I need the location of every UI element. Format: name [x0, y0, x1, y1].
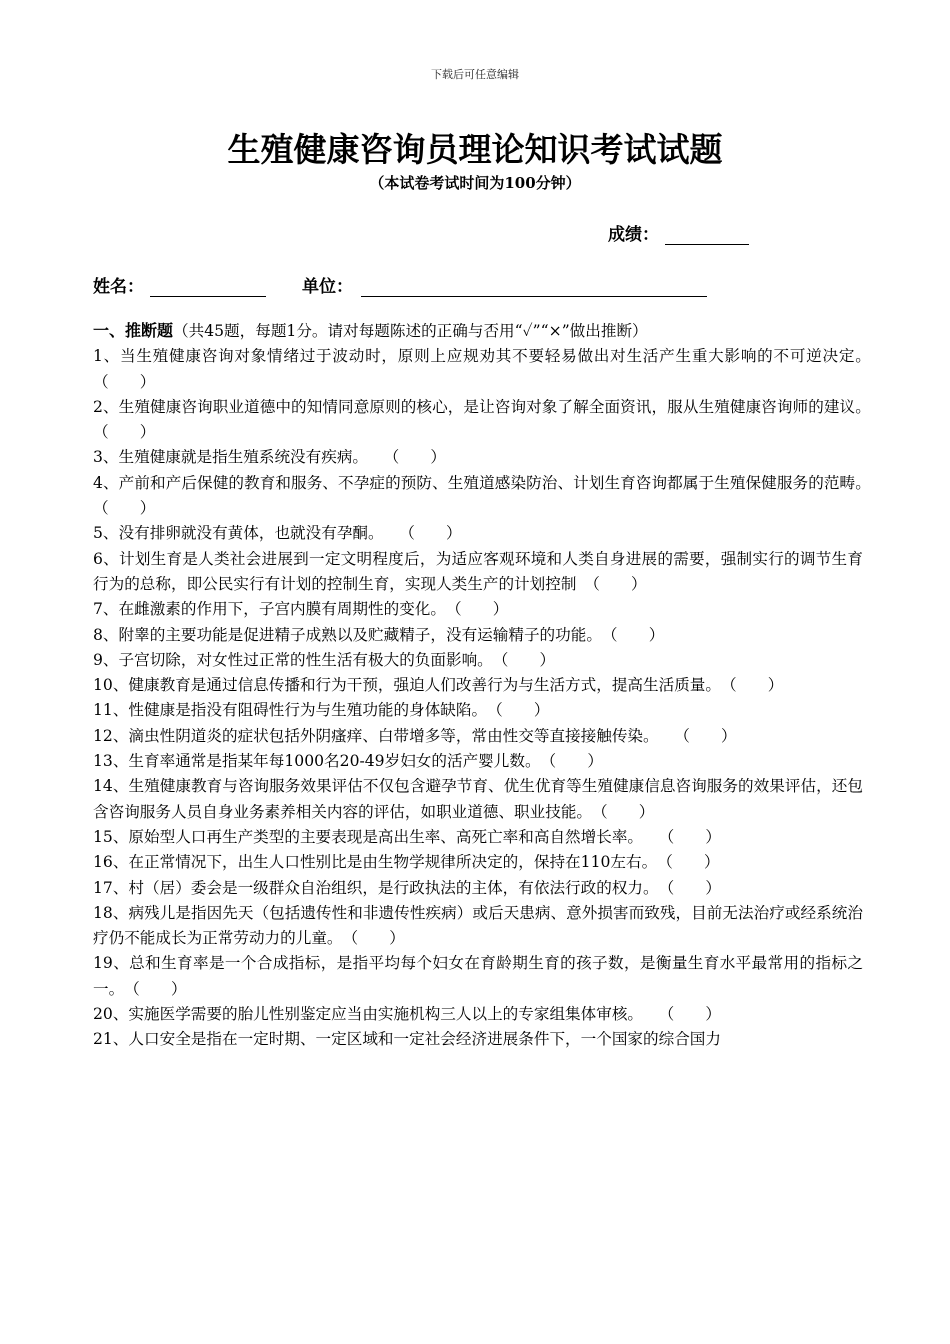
name-label: 姓名： [93, 277, 144, 297]
section-heading-line [93, 318, 863, 344]
question-item: 8、附睾的主要功能是促进精子成熟以及贮藏精子，没有运输精子的功能。 （ ） [93, 625, 665, 644]
question-item: 19、总和生育率是一个合成指标，是指平均每个妇女在育龄期生育的孩子数，是衡量生育水平最常用的指标之一。 （ ） [93, 954, 863, 998]
name-blank[interactable] [150, 278, 266, 297]
score-blank[interactable] [665, 226, 749, 245]
section-instructions: （共45题，每题1分。请对每题陈述的正确与否用“✓”“×”做出推断） [173, 322, 648, 340]
question-item: 2、生殖健康咨询职业道德中的知情同意原则的核心，是让咨询对象了解全面资讯，服从生殖健康咨询师的建议。 （ ） [93, 397, 879, 442]
question-item: 15、原始型人口再生产类型的主要表现是高出生率、高死亡率和高自然增长率。 （ ） [93, 827, 721, 846]
exam-subtitle: （本试卷考试时间为100分钟） [369, 174, 581, 192]
question-item: 21、人口安全是指在一定时期、一定区域和一定社会经济进展条件下，一个国家的综合国力 [93, 1030, 721, 1049]
question-item: 18、病残儿是指因先天（包括遗传性和非遗传性疾病）或后天患病、意外损害而致残，目前无法治疗或经系统治疗仍不能成长为正常劳动力的儿童。 （ ） [93, 903, 863, 948]
unit-blank[interactable] [361, 278, 707, 297]
question-item: 20、实施医学需要的胎儿性别鉴定应当由实施机构三人以上的专家组集体审核。 （ ） [93, 1005, 721, 1024]
question-item: 10、健康教育是通过信息传播和行为干预，强迫人们改善行为与生活方式，提高生活质量。 （ ） [93, 676, 784, 695]
exam-title: 生殖健康咨询员理论知识考试试题 [227, 130, 723, 169]
section-heading: 一、推断题 [93, 321, 174, 340]
question-item: 16、在正常情况下，出生人口性别比是由生物学规律所决定的，保持在110左右。 （ ） [93, 853, 720, 872]
question-item: 3、生殖健康就是指生殖系统没有疾病。 （ ） [93, 448, 446, 467]
question-item: 17、村（居）委会是一级群众自治组织，是行政执法的主体，有依法行政的权力。 （ ） [93, 878, 721, 897]
question-item: 14、生殖健康教育与咨询服务效果评估不仅包含避孕节育、优生优育等生殖健康信息咨询服务的效果评估，还包含咨询服务人员自身业务素养相关内容的评估，如职业道德、职业技能。 （ ） [93, 777, 863, 821]
question-section [93, 318, 879, 1053]
question-item: 9、子宫切除，对女性过正常的性生活有极大的负面影响。 （ ） [93, 650, 556, 669]
name-unit-row [93, 272, 707, 297]
question-item: 11、性健康是指没有阻碍性行为与生殖功能的身体缺陷。 （ ） [93, 701, 550, 720]
score-label: 成绩： [608, 225, 659, 245]
question-item: 5、没有排卵就没有黄体，也就没有孕酮。 （ ） [93, 524, 462, 543]
question-item: 13、生育率通常是指某年每1000名20-49岁妇女的活产婴儿数。 （ ） [93, 752, 603, 771]
score-field [608, 220, 749, 245]
unit-label: 单位： [302, 277, 353, 297]
question-item: 6、计划生育是人类社会进展到一定文明程度后，为适应客观环境和人类自身进展的需要，强制实行的调节生育行为的总称，即公民实行有计划的控制生育，实现人类生产的计划控制 （ ） [93, 549, 863, 593]
question-item: 4、产前和产后保健的教育和服务、不孕症的预防、生殖道感染防治、计划生育咨询都属于生殖保健服务的范畴。 （ ） [93, 473, 879, 518]
question-item: 12、滴虫性阴道炎的症状包括外阴瘙痒、白带增多等，常由性交等直接接触传染。 （ ） [93, 726, 737, 745]
question-item: 1、当生殖健康咨询对象情绪过于波动时，原则上应规劝其不要轻易做出对生活产生重大影响的不可逆决定。 （ ） [93, 347, 879, 391]
question-item: 7、在雌激素的作用下，子宫内膜有周期性的变化。 （ ） [93, 600, 509, 619]
header-note: 下载后可任意编辑 [431, 68, 519, 81]
